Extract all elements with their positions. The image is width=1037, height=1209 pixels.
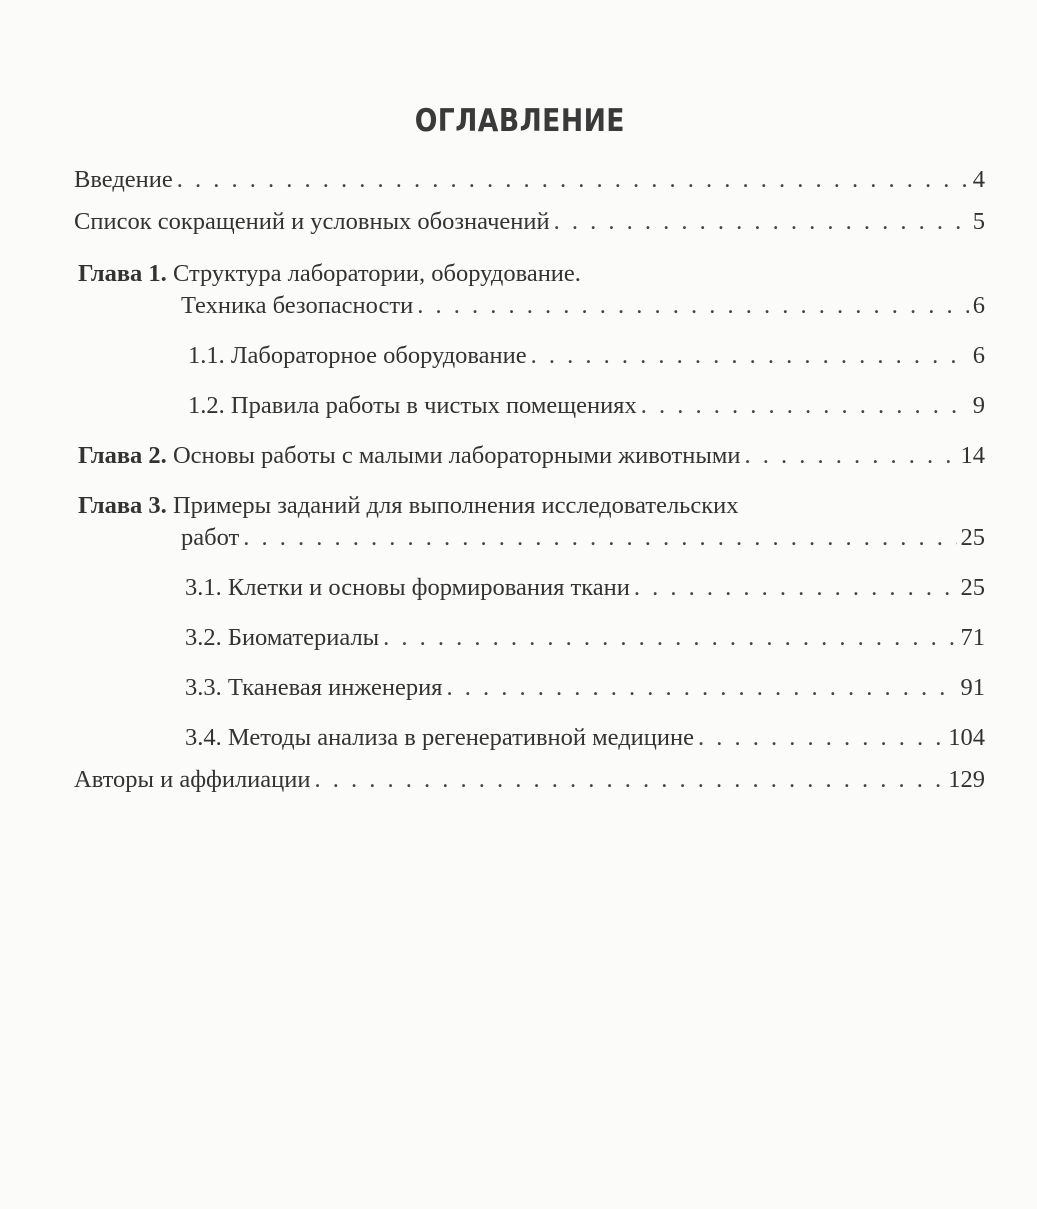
toc-entry[interactable] bbox=[78, 440, 985, 472]
toc-page-number: 129 bbox=[948, 766, 985, 793]
toc-leader-dots bbox=[698, 722, 944, 754]
toc-page-number: 91 bbox=[960, 674, 985, 701]
toc-page-number: 6 bbox=[972, 342, 985, 369]
toc-entry[interactable] bbox=[185, 672, 985, 704]
toc-chapter-heading[interactable] bbox=[78, 258, 581, 290]
toc-page-number: 104 bbox=[948, 724, 985, 751]
toc-page-number: 5 bbox=[972, 208, 985, 235]
toc-entry-text: 1.2. Правила работы в чистых помещениях bbox=[188, 392, 637, 419]
toc-page-number: 71 bbox=[960, 624, 985, 651]
toc-leader-dots bbox=[243, 522, 956, 554]
toc-page-number: 6 bbox=[972, 292, 985, 319]
toc-page-number: 9 bbox=[972, 392, 985, 419]
toc-entry-text: Список сокращений и условных обозначений bbox=[74, 208, 550, 235]
toc-entry[interactable] bbox=[188, 390, 985, 422]
toc-chapter-label: Глава 1. bbox=[78, 260, 167, 287]
toc-page-number: 14 bbox=[960, 442, 985, 469]
toc-page-number: 25 bbox=[960, 524, 985, 551]
toc-entry-text: 1.1. Лабораторное оборудование bbox=[188, 342, 527, 369]
toc-entry-text bbox=[78, 440, 740, 472]
toc-entry-text: работ bbox=[181, 524, 240, 551]
toc-entry[interactable] bbox=[74, 764, 985, 796]
toc-leader-dots bbox=[315, 764, 945, 796]
toc-leader-dots bbox=[177, 164, 969, 196]
toc-entry-text: 3.3. Тканевая инженерия bbox=[185, 674, 443, 701]
toc-leader-dots bbox=[531, 340, 969, 372]
toc-entry[interactable] bbox=[181, 522, 985, 554]
toc-entry[interactable] bbox=[185, 572, 985, 604]
toc-entry-text: 3.2. Биоматериалы bbox=[185, 624, 380, 651]
toc-chapter-label: Глава 2. bbox=[78, 442, 167, 469]
toc-page-number: 25 bbox=[960, 574, 985, 601]
toc-entry[interactable] bbox=[185, 622, 985, 654]
toc-title: ОГЛАВЛЕНИЕ bbox=[414, 103, 625, 139]
toc-entry-text: Техника безопасности bbox=[181, 292, 414, 319]
toc-entry-text: Введение bbox=[74, 166, 173, 193]
toc-chapter-heading[interactable] bbox=[78, 490, 739, 522]
toc-leader-dots bbox=[744, 440, 956, 472]
toc-entry[interactable] bbox=[181, 290, 985, 322]
toc-entry-text: Примеры заданий для выполнения исследовательских bbox=[172, 492, 739, 519]
toc-entry[interactable] bbox=[185, 722, 985, 754]
toc-leader-dots bbox=[554, 206, 969, 238]
toc-entry-text: 3.1. Клетки и основы формирования ткани bbox=[185, 574, 630, 601]
toc-entry-text: 3.4. Методы анализа в регенеративной медицине bbox=[185, 724, 694, 751]
toc-entry[interactable] bbox=[188, 340, 985, 372]
toc-entry-text: Структура лаборатории, оборудование. bbox=[172, 260, 581, 287]
toc-entry-title: Основы работы с малыми лабораторными животными bbox=[172, 442, 741, 469]
toc-chapter-label: Глава 3. bbox=[78, 492, 167, 519]
toc-entry[interactable] bbox=[74, 206, 985, 238]
toc-entry[interactable] bbox=[74, 164, 985, 196]
toc-leader-dots bbox=[417, 290, 969, 322]
toc-leader-dots bbox=[634, 572, 957, 604]
toc-page-number: 4 bbox=[972, 166, 985, 193]
toc-leader-dots bbox=[641, 390, 969, 422]
toc-entry-text: Авторы и аффилиации bbox=[74, 766, 311, 793]
toc-leader-dots bbox=[383, 622, 956, 654]
toc-leader-dots bbox=[446, 672, 956, 704]
